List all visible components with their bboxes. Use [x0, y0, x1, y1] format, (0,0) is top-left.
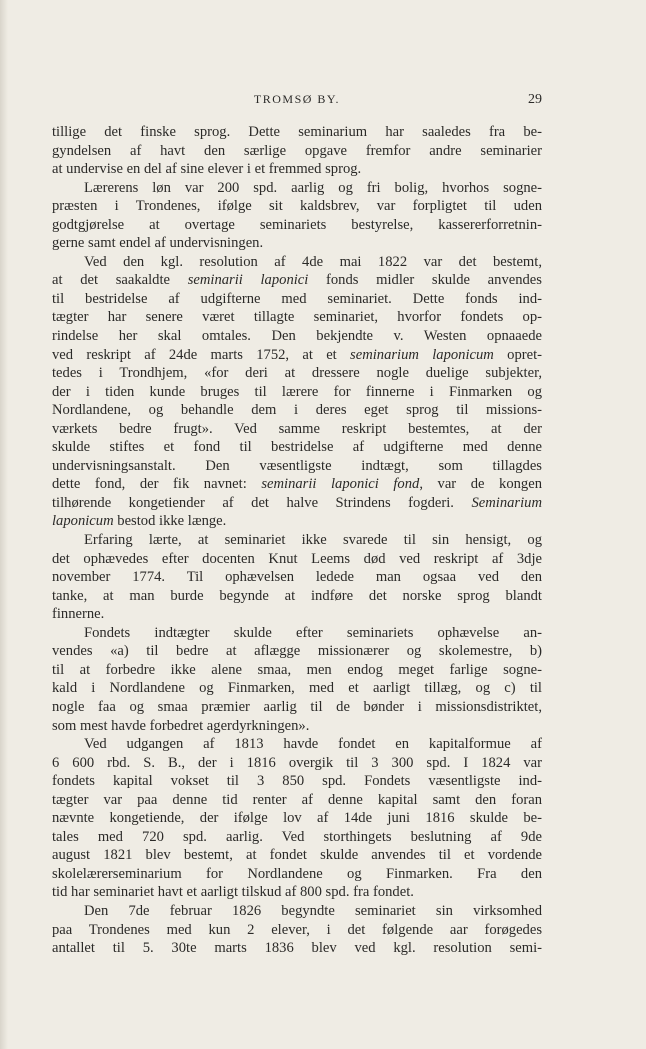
text-line	[52, 642, 542, 661]
text-segment: tillige det finske sprog. Dette seminarium har saaledes fra be-	[52, 124, 542, 140]
page-edge-shadow	[0, 0, 8, 1049]
text-line	[52, 346, 542, 365]
text-line	[52, 921, 542, 940]
text-segment: finnerne.	[52, 606, 105, 623]
text-segment: kald i Nordlandene og Finmarken, med et aarligt tillæg, og c) til	[52, 680, 542, 697]
text-line	[52, 197, 542, 216]
text-segment: som mest havde forbedret agerdyrkningen».	[52, 717, 310, 734]
text-segment: godtgjørelse at overtage seminariets bestyrelse, kassererforretnin-	[52, 216, 542, 233]
text-line	[52, 828, 542, 847]
text-line	[52, 717, 542, 736]
text-line	[52, 401, 542, 420]
text-line	[52, 512, 542, 531]
text-segment: Erfaring lærte, at seminariet ikke svarede til sin hensigt, og	[84, 532, 542, 549]
text-segment: opret-	[493, 346, 542, 363]
text-line	[52, 383, 542, 402]
text-segment: gerne samt endel af undervisningen.	[52, 235, 264, 252]
text-line	[52, 679, 542, 698]
text-line	[52, 568, 542, 587]
text-line	[52, 550, 542, 569]
text-segment: tægter har senere været tillagte seminariet, hvorfor fondets op-	[52, 309, 542, 326]
text-segment: at undervise en del af sine elever i et fremmed sprog.	[52, 161, 362, 178]
text-segment: tid har seminariet havt et aarligt tilskud af 800 spd. fra fondet.	[52, 884, 414, 901]
text-segment: 6 600 rbd. S. B., der i 1816 overgik til 3 300 spd. I 1824 var	[52, 754, 542, 771]
text-line	[52, 253, 542, 272]
text-segment: november 1774. Til ophævelsen ledede man ogsaa ved den	[52, 569, 542, 586]
text-segment: tægter var paa denne tid renter af denne kapital samt den foran	[52, 791, 542, 808]
text-segment: skolelærerseminarium for Nordlandene og Finmarken. Fra den	[52, 865, 542, 882]
text-segment: Lærerens løn var 200 spd. aarlig og fri bolig, hvorhos sogne-	[84, 179, 542, 196]
text-segment: paa Trondenes med kun 2 elever, i det følgende aar forøgedes	[52, 921, 542, 938]
header-title: TROMSØ BY.	[253, 92, 341, 106]
text-line	[52, 123, 542, 142]
text-line	[52, 234, 542, 253]
text-line	[52, 791, 542, 810]
italic-text: Seminarium	[471, 494, 542, 511]
text-segment: dette fond, der fik navnet:	[52, 476, 262, 493]
text-segment: skulde stiftes et fond til bestridelse af udgifterne med denne	[52, 439, 542, 456]
text-segment: tedes i Trondhjem, «for deri at dressere nogle duelige subjekter,	[52, 365, 542, 382]
text-segment: værkets bedre frugt». Ved samme reskript bestemtes, at der	[52, 420, 542, 437]
text-line	[52, 531, 542, 550]
text-line	[52, 809, 542, 828]
text-segment: ved reskript af 24de marts 1752, at et	[52, 346, 351, 363]
text-line	[52, 438, 542, 457]
text-line	[52, 179, 542, 198]
text-line	[52, 420, 542, 439]
text-segment: Fondets indtægter skulde efter seminariets ophævelse an-	[84, 624, 542, 641]
text-line	[52, 883, 542, 902]
text-line	[52, 661, 542, 680]
text-line	[52, 364, 542, 383]
italic-text: seminarium laponicum	[350, 346, 494, 363]
text-segment: præsten i Trondenes, ifølge sit kaldsbrev, var forpligtet til uden	[52, 198, 542, 215]
text-segment: det ophævedes efter docenten Knut Leems død ved reskript af 3dje	[52, 550, 542, 567]
text-segment: der i tiden kunde bruges til lærere for finnerne i Finmarken og	[52, 383, 542, 400]
body-text	[52, 123, 542, 958]
text-line	[52, 494, 542, 513]
text-segment: rindelse her skal omtales. Den bekjendte v. Westen opnaaede	[52, 328, 542, 345]
italic-text: seminarii laponici fond	[261, 476, 420, 493]
text-segment: til at forbedre ikke alene smaa, men endog meget farlige sogne-	[52, 661, 542, 678]
text-line	[52, 587, 542, 606]
text-segment: undervisningsanstalt. Den væsentligste indtægt, som tillagdes	[52, 457, 542, 474]
text-segment: nogle faa og smaa præmier aarlig til de bønder i missionsdistriktet,	[52, 698, 542, 715]
text-segment: august 1821 blev bestemt, at fondet skulde anvendes til et vordende	[52, 847, 542, 864]
text-line	[52, 698, 542, 717]
text-line	[52, 142, 542, 161]
text-line	[52, 308, 542, 327]
text-line	[52, 902, 542, 921]
text-line	[52, 271, 542, 290]
text-segment: til bestridelse af udgifterne med seminariet. Dette fonds ind-	[52, 290, 542, 307]
page-number: 29	[528, 92, 542, 107]
text-segment: Ved den kgl. resolution af 4de mai 1822 var det bestemt,	[84, 253, 542, 270]
text-line	[52, 754, 542, 773]
text-segment: Nordlandene, og behandle dem i deres eget sprog til missions-	[52, 402, 542, 419]
text-segment: vendes «a) til bedre at aflægge missionærer og skolemestre, b)	[52, 643, 542, 660]
text-line	[52, 865, 542, 884]
text-segment: Den 7de februar 1826 begyndte seminariet sin virksomhed	[84, 902, 542, 919]
text-segment: nævnte kongetiende, der ifølge lov af 14de juni 1816 skulde be-	[52, 810, 542, 827]
text-segment: tales med 720 spd. aarlig. Ved storthingets beslutning af 9de	[52, 828, 542, 845]
text-line	[52, 327, 542, 346]
text-segment: at det saakaldte	[52, 272, 188, 289]
text-line	[52, 160, 542, 179]
text-line	[52, 475, 542, 494]
text-segment: , var de kongen	[419, 476, 542, 493]
text-segment: Ved udgangen af 1813 havde fondet en kapitalformue af	[84, 736, 542, 753]
text-segment: antallet til 5. 30te marts 1836 blev ved kgl. resolution semi-	[52, 940, 542, 957]
text-segment: fonds midler skulde anvendes	[308, 272, 542, 289]
text-line	[52, 290, 542, 309]
text-line	[52, 846, 542, 865]
text-segment: tilhørende kongetiender af det halve Strindens fogderi.	[52, 494, 472, 511]
text-line	[52, 216, 542, 235]
italic-text: seminarii laponici	[187, 272, 309, 289]
text-line	[52, 772, 542, 791]
text-segment: gyndelsen af havt den særlige opgave fremfor andre seminarier	[52, 142, 542, 159]
text-line	[52, 624, 542, 643]
text-line	[52, 735, 542, 754]
italic-text: laponicum	[52, 513, 114, 530]
text-line	[52, 939, 542, 958]
text-line	[52, 457, 542, 476]
text-segment: tanke, at man burde begynde at indføre det norske sprog blandt	[52, 587, 542, 604]
text-segment: bestod ikke længe.	[113, 513, 227, 530]
running-header	[52, 92, 542, 110]
text-line	[52, 605, 542, 624]
text-segment: fondets kapital vokset til 3 850 spd. Fondets væsentligste ind-	[52, 773, 542, 790]
